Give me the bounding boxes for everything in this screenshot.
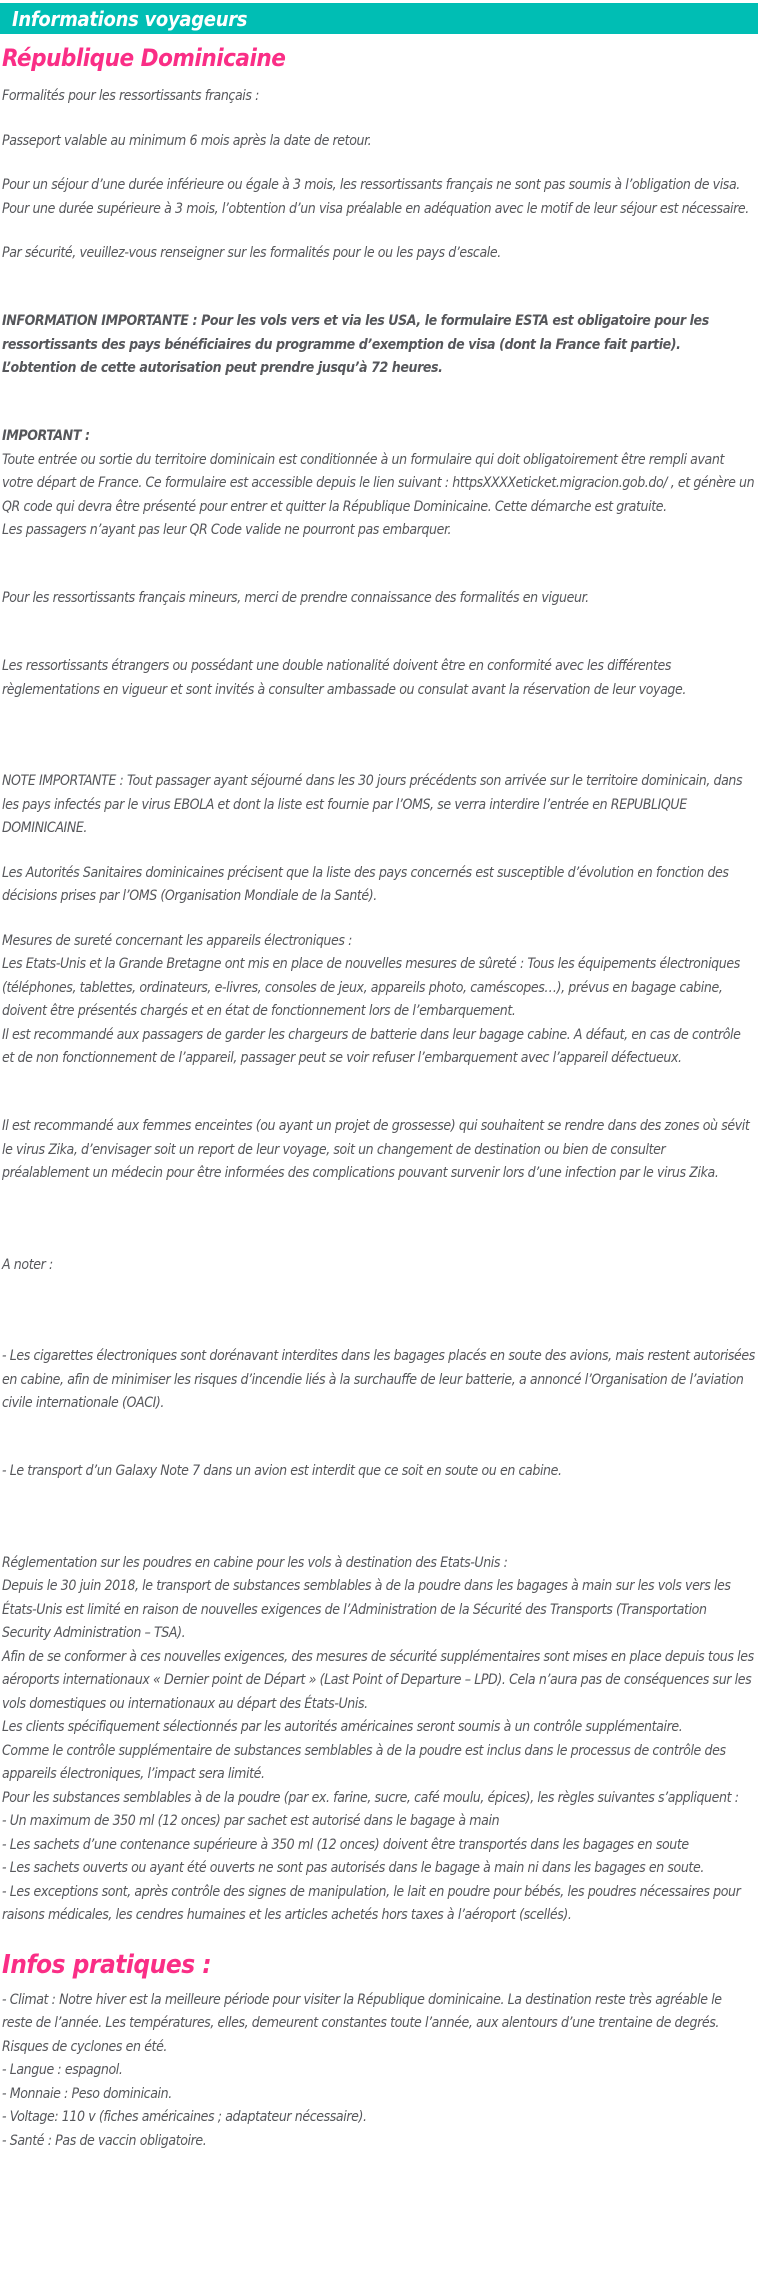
paragraph: Formalités pour les ressortissants français : bbox=[2, 88, 259, 104]
country-heading: République Dominicaine bbox=[2, 44, 286, 72]
article-body bbox=[0, 73, 758, 2198]
paragraph: - Les cigarettes électroniques sont dorénavant interdites dans les bagages placés en soute des avions, mais restent autorisées en cabine, afin de minimiser les risques d’incendie liés à la surchauffe de leur batterie, a annoncé l’Organisation de l’aviation civile internationale (OACI). bbox=[2, 1348, 755, 1411]
paragraph: Réglementation sur les poudres en cabine pour les vols à destination des Etats-Unis : Depuis le 30 juin 2018, le transport de substances semblables à de la poudre dans les bagages à main sur les vols vers les États-Unis est limité en raison de nouvelles exigences de l’Administration de la Sécurité des Transports (Transportation Security Administration – TSA). Afin de se conformer à ces nouvelles exigences, des mesures de sécurité supplémentaires sont mises en place depuis tous les aéroports internationaux « Dernier point de Départ » (Last Point of Departure – LPD). Cela n’aura pas de conséquences sur les vols domestiques ou internationaux au départ des États-Unis. Les clients spécifiquement sélectionnés par les autorités américaines seront soumis à un contrôle supplémentaire. Comme le contrôle supplémentaire de substances semblables à de la poudre est inclus dans le processus de contrôle des appareils électroniques, l’impact sera limité. Pour les substances semblables à de la poudre (par ex. farine, sucre, café moulu, épices), les règles suivantes s’appliquent : - Un maximum de 350 ml (12 onces) par sachet est autorisé dans le bagage à main - Les sachets d’une contenance supérieure à 350 ml (12 onces) doivent être transportés dans les bagages en soute - Les sachets ouverts ou ayant été ouverts ne sont pas autorisés dans le bagage à main ni dans les bagages en soute. - Les exceptions sont, après contrôle des signes de manipulation, le lait en poudre pour bébés, les poudres nécessaires pour raisons médicales, les cendres humaines et les articles achetés hors taxes à l’aéroport (scellés). bbox=[2, 1554, 754, 1923]
paragraph: NOTE IMPORTANTE : Tout passager ayant séjourné dans les 30 jours précédents son arrivée sur le territoire dominicain, dans les pays infectés par le virus EBOLA et dont la liste est fournie par l’OMS, se verra interdire l’entrée en REPUBLIQUE DOMINICAINE. bbox=[2, 773, 743, 836]
paragraph: Les ressortissants étrangers ou possédant une double nationalité doivent être en conformité avec les différentes règlementations en vigueur et sont invités à consulter ambassade ou consulat avant la réservation de leur voyage. bbox=[2, 658, 686, 698]
paragraph: Pour un séjour d’une durée inférieure ou égale à 3 mois, les ressortissants français ne sont pas soumis à l’obligation de visa. Pour une durée supérieure à 3 mois, l’obtention d’un visa préalable en adéquation avec le motif de leur séjour est nécessaire. bbox=[2, 177, 749, 217]
paragraph: Mesures de sureté concernant les appareils électroniques : Les Etats-Unis et la Grande Bretagne ont mis en place de nouvelles mesures de sûreté : Tous les équipements électroniques (téléphones, tablettes, ordinateurs, e-livres, consoles de jeux, appareils photo, caméscopes…), prévus en bagage cabine, doivent être présentés chargés et en état de fonctionnement lors de l’embarquement. Il est recommandé aux passagers de garder les chargeurs de batterie dans leur bagage cabine. A défaut, en cas de contrôle et de non fonctionnement de l’appareil, passager peut se voir refuser l’embarquement avec l’appareil défectueux. bbox=[2, 932, 741, 1066]
paragraph: A noter : bbox=[2, 1256, 53, 1273]
paragraph: Passeport valable au minimum 6 mois après la date de retour. bbox=[2, 132, 372, 149]
paragraph: Il est recommandé aux femmes enceintes (ou ayant un projet de grossesse) qui souhaitent se rendre dans des zones où sévit le virus Zika, d’envisager soit un report de leur voyage, soit un changement de destination ou bien de consulter préalablement un médecin pour être informées des complications pouvant survenir lors d’une infection par le virus Zika. bbox=[2, 1118, 750, 1181]
travel-info-header-bar bbox=[0, 3, 758, 34]
paragraph: Toute entrée ou sortie du territoire dominicain est conditionnée à un formulaire qui doit obligatoirement être rempli avant votre départ de France. Ce formulaire est accessible depuis le lien suivant : httpsXXXXeticket.migracion.gob.do/ , et génère un QR code qui devra être présenté pour entrer et quitter la République Dominicaine. Cette démarche est gratuite. Les passagers n’ayant pas leur QR Code valide ne pourront pas embarquer. bbox=[2, 451, 755, 538]
paragraph: INFORMATION IMPORTANTE : Pour les vols vers et via les USA, le formulaire ESTA est obligatoire pour les ressortissants des pays bénéficiaires du programme d’exemption de visa (dont la France fait partie). L’obtention de cette autorisation peut prendre jusqu’à 72 heures. bbox=[2, 313, 709, 376]
infos-pratiques-heading: Infos pratiques : bbox=[2, 1949, 212, 1980]
paragraph: - Le transport d’un Galaxy Note 7 dans un avion est interdit que ce soit en soute ou en cabine. bbox=[2, 1463, 562, 1479]
paragraph: IMPORTANT : bbox=[2, 428, 90, 444]
page-title: Informations voyageurs bbox=[12, 6, 248, 31]
paragraph: - Climat : Notre hiver est la meilleure période pour visiter la République dominicaine. La destination reste très agréable le reste de l’année. Les températures, elles, demeurent constantes toute l’année, aux alentours d’une trentaine de degrés. Risques de cyclones en été. - Langue : espagnol. - Monnaie : Peso dominicain. - Voltage: 110 v (fiches américaines ; adaptateur nécessaire). - Santé : Pas de vaccin obligatoire. bbox=[2, 1991, 722, 2149]
paragraph: Par sécurité, veuillez-vous renseigner sur les formalités pour le ou les pays d’escale. bbox=[2, 245, 501, 261]
paragraph: Pour les ressortissants français mineurs, merci de prendre connaissance des formalités en vigueur. bbox=[2, 590, 589, 606]
paragraph: Les Autorités Sanitaires dominicaines précisent que la liste des pays concernés est susceptible d’évolution en fonction des décisions prises par l’OMS (Organisation Mondiale de la Santé). bbox=[2, 864, 729, 904]
